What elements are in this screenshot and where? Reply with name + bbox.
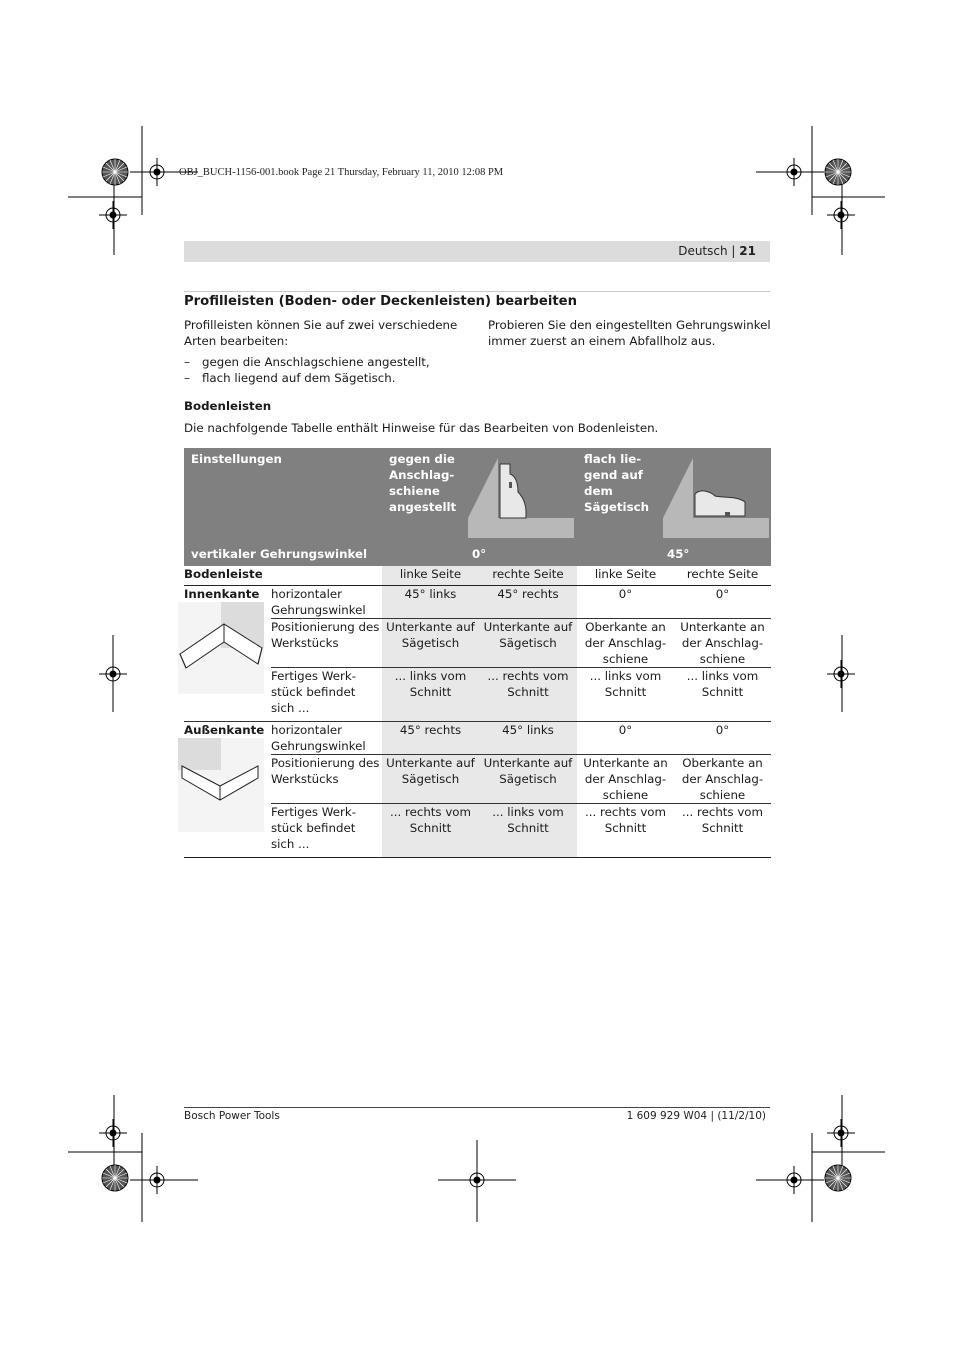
table-cell: ... rechts vom Schnitt	[674, 804, 771, 858]
row-label: Positionierung des Werkstücks	[271, 619, 382, 668]
group-aussenkante	[184, 722, 271, 858]
footer-right: 1 609 929 W04 | (11/2/10)	[626, 1110, 766, 1122]
outside-corner-illustration	[178, 738, 264, 832]
table-cell: Unterkante auf Sägetisch	[382, 619, 479, 668]
intro-bullet-list	[184, 354, 474, 386]
table-cell: ... links vom Schnitt	[577, 668, 674, 722]
table-cell: Unterkante auf Sägetisch	[479, 619, 577, 668]
subheader-label: Bodenleiste	[184, 566, 382, 586]
table-cell: 0°	[618, 587, 633, 601]
row-label: horizontaler Gehrungswinkel	[271, 587, 366, 617]
header-col2-angle: 45°	[667, 547, 690, 561]
table-row	[184, 668, 771, 722]
table-cell: ... rechts vom Schnitt	[382, 804, 479, 858]
table-cell: Unterkante an der Anschlag- schiene	[577, 755, 674, 804]
table-cell: 0°	[715, 587, 730, 601]
table-cell: ... rechts vom Schnitt	[577, 804, 674, 858]
footer-left: Bosch Power Tools	[184, 1110, 280, 1122]
group-innenkante	[184, 586, 271, 722]
table-cell: Oberkante an der Anschlag- schiene	[577, 619, 674, 668]
intro-right-text: Probieren Sie den eingestellten Gehrungswinkel immer zuerst an einem Abfallholz aus.	[488, 318, 771, 348]
table-cell: 45° rechts	[382, 722, 479, 755]
table-row	[184, 722, 771, 755]
bullet-dash: –	[184, 355, 190, 369]
group-name: Innenkante	[184, 587, 260, 601]
table-cell: Oberkante an der Anschlag- schiene	[674, 755, 771, 804]
table-cell: 45° links	[479, 722, 577, 755]
header-language: Deutsch	[678, 244, 728, 258]
header-col1-angle: 0°	[472, 547, 487, 561]
section-title: Profilleisten (Boden- oder Deckenleisten) bearbeiten	[184, 294, 577, 309]
list-item: – gegen die Anschlagschiene angestellt,	[184, 355, 430, 369]
row-label: Fertiges Werk- stück befindet sich ...	[271, 668, 382, 722]
settings-table	[184, 448, 771, 858]
table-header-row	[184, 448, 771, 566]
table-cell: ... links vom Schnitt	[479, 804, 577, 858]
header-col1-title: gegen die Anschlag- schiene angestellt	[389, 452, 457, 514]
header-separator: |	[731, 244, 736, 258]
table-row	[184, 586, 771, 619]
subheader-col: rechte Seite	[674, 566, 771, 586]
table-row	[184, 755, 771, 804]
section-rule	[184, 291, 770, 292]
row-label: horizontaler Gehrungswinkel	[271, 722, 382, 755]
table-cell: Unterkante an der Anschlag- schiene	[674, 619, 771, 668]
table-subheader-row	[184, 566, 771, 586]
subheader-col: linke Seite	[382, 566, 479, 586]
table-cell: ... rechts vom Schnitt	[479, 668, 577, 722]
table-cell: ... links vom Schnitt	[674, 668, 771, 722]
flat-on-table-illustration	[663, 454, 771, 538]
page-number: 21	[739, 244, 756, 258]
table-row	[184, 804, 771, 858]
table-cell: 45° links	[382, 586, 479, 619]
table-cell: Unterkante auf Sägetisch	[479, 755, 577, 804]
table-cell: 45° rechts	[479, 586, 577, 619]
table-cell: 0°	[577, 722, 674, 755]
row-label: Positionierung des Werkstücks	[271, 755, 382, 804]
print-slug: OBJ_BUCH-1156-001.book Page 21 Thursday, February 11, 2010 12:08 PM	[179, 167, 504, 178]
row-label: Fertiges Werk- stück befindet sich ...	[271, 804, 382, 858]
group-name: Außenkante	[184, 723, 265, 737]
against-fence-illustration	[468, 454, 576, 538]
bullet-dash: –	[184, 371, 190, 385]
subheader-col: linke Seite	[577, 566, 674, 586]
header-settings: Einstellungen	[191, 452, 282, 466]
table-cell: ... links vom Schnitt	[382, 668, 479, 722]
running-header	[184, 241, 770, 262]
inside-corner-illustration	[178, 602, 264, 694]
table-cell: Unterkante auf Sägetisch	[382, 755, 479, 804]
header-vertical-angle: vertikaler Gehrungswinkel	[191, 547, 368, 561]
header-col2-title: flach lie- gend auf dem Sägetisch	[584, 452, 649, 514]
subheader-col: rechte Seite	[479, 566, 577, 586]
subsection-title: Bodenleisten	[184, 399, 272, 413]
table-row	[184, 619, 771, 668]
subsection-text: Die nachfolgende Tabelle enthält Hinweise für das Bearbeiten von Bodenleisten.	[184, 421, 659, 435]
footer-rule	[184, 1107, 770, 1108]
table-cell: 0°	[674, 722, 771, 755]
intro-left-text: Profilleisten können Sie auf zwei verschiedene Arten bearbeiten:	[184, 318, 458, 348]
list-item: – flach liegend auf dem Sägetisch.	[184, 371, 396, 385]
